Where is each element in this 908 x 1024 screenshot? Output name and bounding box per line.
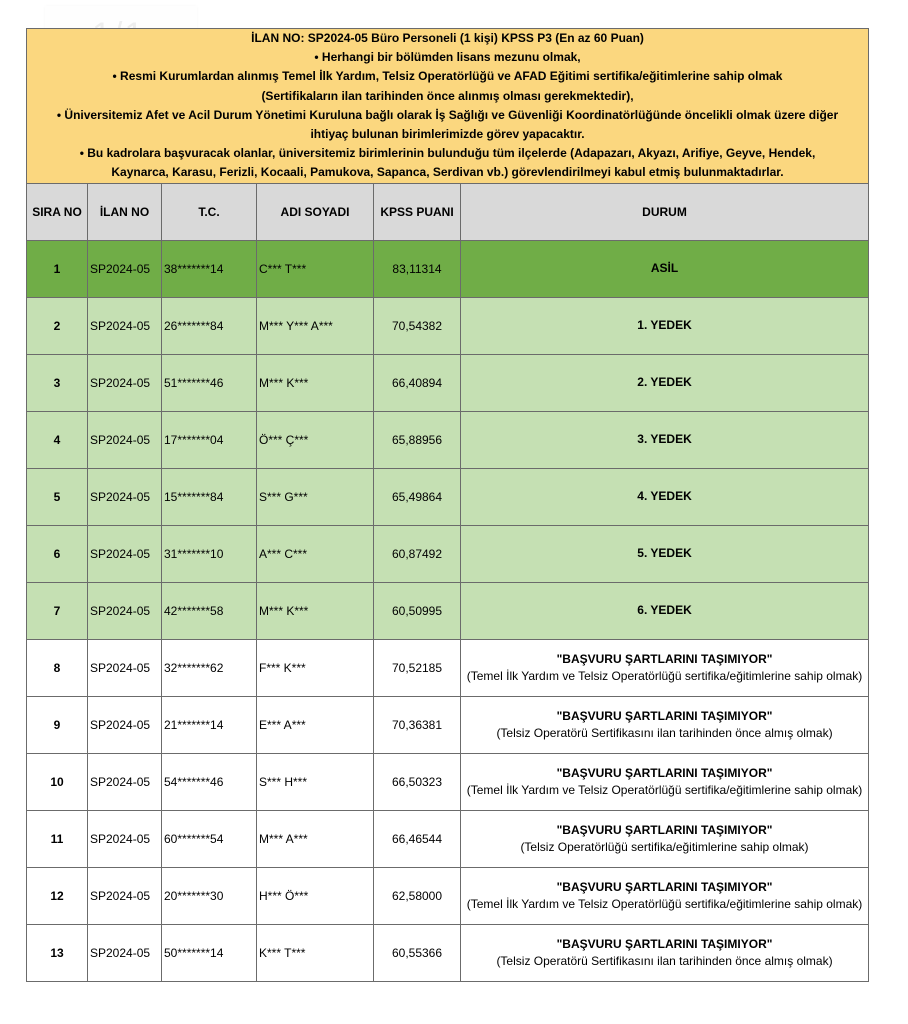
sira-no-cell: 10 [27,753,88,810]
ilan-no-cell: SP2024-05 [88,297,162,354]
sira-no-cell: 11 [27,810,88,867]
kpss-puani-cell: 65,88956 [374,411,461,468]
durum-status: "BAŞVURU ŞARTLARINI TAŞIMIYOR" [556,822,773,837]
durum-status: 3. YEDEK [637,432,692,447]
tc-cell: 21*******14 [162,696,257,753]
durum-cell [461,297,869,354]
durum-cell [461,867,869,924]
sira-no-cell: 5 [27,468,88,525]
kpss-puani-cell: 66,50323 [374,753,461,810]
durum-status: ASİL [650,261,679,276]
adi-soyadi-cell: F*** K*** [257,639,374,696]
sira-no-cell: 4 [27,411,88,468]
adi-soyadi-cell: E*** A*** [257,696,374,753]
kpss-puani-cell: 60,50995 [374,582,461,639]
ilan-no-cell: SP2024-05 [88,924,162,981]
ilan-no-cell: SP2024-05 [88,468,162,525]
notice-line: (Sertifikaların ilan tarihinden önce alınmış olması gerekmektedir), [261,88,634,103]
durum-cell [461,810,869,867]
tc-cell: 42*******58 [162,582,257,639]
adi-soyadi-cell: M*** K*** [257,354,374,411]
durum-cell [461,468,869,525]
sira-no-cell: 6 [27,525,88,582]
column-header-ilan-no: İLAN NO [88,183,162,240]
durum-cell [461,924,869,981]
kpss-puani-cell: 70,36381 [374,696,461,753]
table-row [27,753,869,810]
kpss-puani-cell: 60,87492 [374,525,461,582]
durum-status: "BAŞVURU ŞARTLARINI TAŞIMIYOR" [556,936,773,951]
table-row [27,297,869,354]
kpss-puani-cell: 66,46544 [374,810,461,867]
table-row [27,582,869,639]
ilan-no-cell: SP2024-05 [88,753,162,810]
sira-no-cell: 2 [27,297,88,354]
notice-row [27,29,869,184]
sira-no-cell: 9 [27,696,88,753]
notice-line: • Üniversitemiz Afet ve Acil Durum Yönetimi Kuruluna bağlı olarak İş Sağlığı ve Güvenliği Koordinatörlüğünde öncelikli olmak üzere diğer [56,107,839,122]
durum-status: 5. YEDEK [637,546,692,561]
adi-soyadi-cell: C*** T*** [257,240,374,297]
column-header-kpss-puani: KPSS PUANI [374,183,461,240]
adi-soyadi-cell: M*** K*** [257,582,374,639]
sira-no-cell: 3 [27,354,88,411]
table-row [27,525,869,582]
durum-status: 6. YEDEK [637,603,692,618]
tc-cell: 38*******14 [162,240,257,297]
notice-line: • Bu kadrolara başvuracak olanlar, üniversitemiz birimlerinin bulunduğu tüm ilçelerde (Adapazarı, Akyazı, Arifiye, Geyve, Hendek, [79,146,816,161]
table-row [27,810,869,867]
tc-cell: 51*******46 [162,354,257,411]
durum-reason: (Telsiz Operatörü Sertifikasını ilan tarihinden önce almış olmak) [496,953,833,968]
tc-cell: 32*******62 [162,639,257,696]
durum-status: "BAŞVURU ŞARTLARINI TAŞIMIYOR" [556,708,773,723]
table-row [27,354,869,411]
ilan-no-cell: SP2024-05 [88,810,162,867]
durum-cell [461,582,869,639]
ilan-no-cell: SP2024-05 [88,639,162,696]
results-table-body [27,240,869,981]
durum-reason: (Temel İlk Yardım ve Telsiz Operatörlüğü sertifika/eğitimlerine sahip olmak) [466,896,863,911]
durum-status: 4. YEDEK [637,489,692,504]
kpss-puani-cell: 83,11314 [374,240,461,297]
tc-cell: 31*******10 [162,525,257,582]
durum-status: "BAŞVURU ŞARTLARINI TAŞIMIYOR" [556,651,773,666]
adi-soyadi-cell: A*** C*** [257,525,374,582]
ilan-no-cell: SP2024-05 [88,696,162,753]
durum-status: 1. YEDEK [637,318,692,333]
table-row [27,411,869,468]
durum-cell [461,411,869,468]
ilan-no-cell: SP2024-05 [88,525,162,582]
table-row [27,867,869,924]
durum-status: "BAŞVURU ŞARTLARINI TAŞIMIYOR" [556,765,773,780]
ilan-no-cell: SP2024-05 [88,411,162,468]
table-row [27,639,869,696]
ilan-no-cell: SP2024-05 [88,240,162,297]
tc-cell: 17*******04 [162,411,257,468]
tc-cell: 15*******84 [162,468,257,525]
kpss-puani-cell: 70,54382 [374,297,461,354]
column-header-tc: T.C. [162,183,257,240]
durum-status: "BAŞVURU ŞARTLARINI TAŞIMIYOR" [556,879,773,894]
tc-cell: 60*******54 [162,810,257,867]
durum-cell [461,354,869,411]
notice-line: • Herhangi bir bölümden lisans mezunu olmak, [314,50,581,65]
ilan-no-cell: SP2024-05 [88,867,162,924]
ilan-no-cell: SP2024-05 [88,582,162,639]
column-header-durum: DURUM [461,183,869,240]
sira-no-cell: 1 [27,240,88,297]
durum-reason: (Temel İlk Yardım ve Telsiz Operatörlüğü sertifika/eğitimlerine sahip olmak) [466,668,863,683]
table-row [27,468,869,525]
results-table [26,28,869,982]
notice-title: İLAN NO: SP2024-05 Büro Personeli (1 kişi) KPSS P3 (En az 60 Puan) [251,31,644,45]
tc-cell: 26*******84 [162,297,257,354]
adi-soyadi-cell: S*** G*** [257,468,374,525]
column-header-sira-no: SIRA NO [27,183,88,240]
adi-soyadi-cell: K*** T*** [257,924,374,981]
adi-soyadi-cell: M*** A*** [257,810,374,867]
durum-reason: (Telsiz Operatörlüğü sertifika/eğitimlerine sahip olmak) [520,839,809,854]
durum-cell [461,525,869,582]
tc-cell: 54*******46 [162,753,257,810]
ilan-no-cell: SP2024-05 [88,354,162,411]
adi-soyadi-cell: H*** Ö*** [257,867,374,924]
sira-no-cell: 7 [27,582,88,639]
sira-no-cell: 13 [27,924,88,981]
durum-reason: (Temel İlk Yardım ve Telsiz Operatörlüğü sertifika/eğitimlerine sahip olmak) [466,782,863,797]
adi-soyadi-cell: Ö*** Ç*** [257,411,374,468]
tc-cell: 20*******30 [162,867,257,924]
durum-cell [461,240,869,297]
table-row [27,240,869,297]
tc-cell: 50*******14 [162,924,257,981]
notice-line: ihtiyaç bulunan birimlerimizde görev yapacaktır. [310,127,585,142]
sira-no-cell: 8 [27,639,88,696]
kpss-puani-cell: 66,40894 [374,354,461,411]
adi-soyadi-cell: M*** Y*** A*** [257,297,374,354]
durum-cell [461,753,869,810]
sira-no-cell: 12 [27,867,88,924]
durum-reason: (Telsiz Operatörü Sertifikasını ilan tarihinden önce almış olmak) [496,725,833,740]
kpss-puani-cell: 60,55366 [374,924,461,981]
table-row [27,924,869,981]
column-header-row [27,183,869,240]
kpss-puani-cell: 70,52185 [374,639,461,696]
announcement-notice [27,29,869,184]
adi-soyadi-cell: S*** H*** [257,753,374,810]
durum-status: 2. YEDEK [637,375,692,390]
durum-cell [461,639,869,696]
table-row [27,696,869,753]
durum-cell [461,696,869,753]
notice-line: • Resmi Kurumlardan alınmış Temel İlk Yardım, Telsiz Operatörlüğü ve AFAD Eğitimi sertifika/eğitimlerine sahip olmak [112,69,783,84]
column-header-adi-soyadi: ADI SOYADI [257,183,374,240]
notice-line: Kaynarca, Karasu, Ferizli, Kocaali, Pamukova, Sapanca, Serdivan vb.) görevlendirilmeyi kabul etmiş bulunmaktadırlar. [111,165,784,180]
kpss-puani-cell: 62,58000 [374,867,461,924]
kpss-puani-cell: 65,49864 [374,468,461,525]
